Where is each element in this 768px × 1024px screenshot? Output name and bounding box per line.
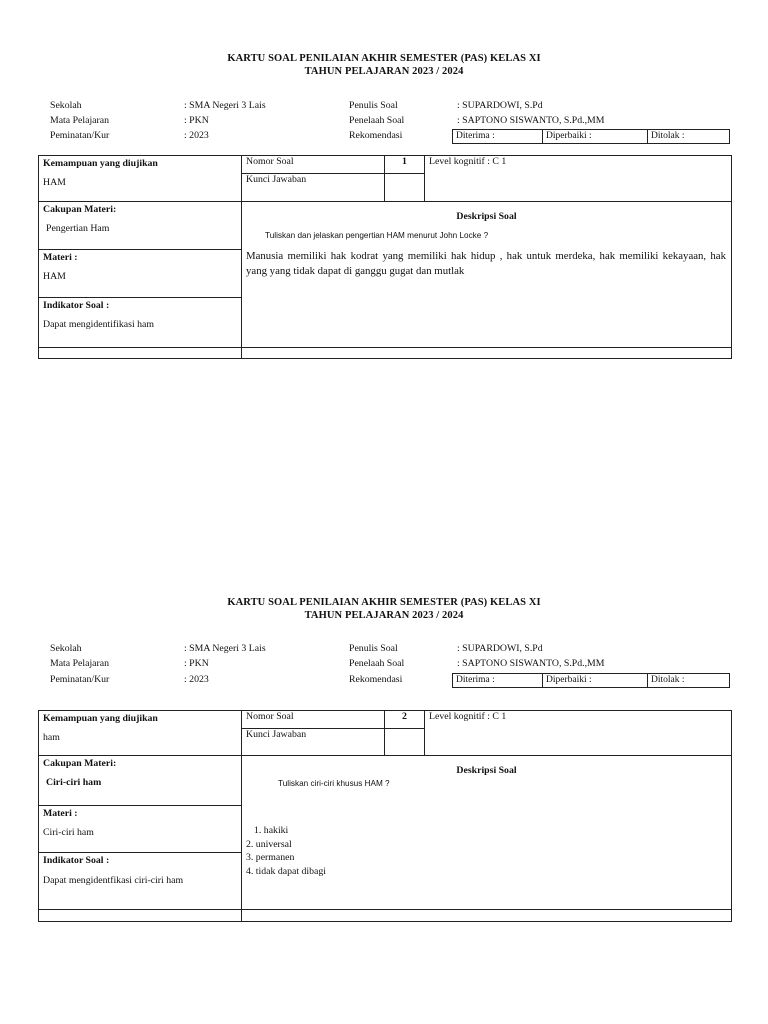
indikator-label: Indikator Soal : bbox=[43, 300, 110, 311]
penelaah-value: : SAPTONO SISWANTO, S.Pd.,MM bbox=[457, 658, 605, 669]
kemampuan-label: Kemampuan yang diujikan bbox=[43, 713, 158, 724]
peminatan-value: : 2023 bbox=[184, 130, 209, 141]
sekolah-value: : SMA Negeri 3 Lais bbox=[184, 643, 266, 654]
sekolah-value: : SMA Negeri 3 Lais bbox=[184, 100, 266, 111]
penelaah-label: Penelaah Soal bbox=[349, 658, 405, 669]
card-title: KARTU SOAL PENILAIAN AKHIR SEMESTER (PAS) KELAS XI bbox=[227, 597, 541, 608]
diperbaiki-field: Diperbaiki : bbox=[543, 674, 648, 687]
mapel-label: Mata Pelajaran bbox=[50, 115, 110, 126]
level-kognitif: Level kognitif : C 1 bbox=[425, 711, 732, 756]
cakupan-cell bbox=[39, 202, 242, 250]
footer-cell-right bbox=[242, 910, 732, 922]
peminatan-value: : 2023 bbox=[184, 674, 209, 685]
kemampuan-cell bbox=[39, 156, 242, 202]
question-table bbox=[38, 710, 732, 922]
answer-text: Manusia memiliki hak kodrat yang memiliki hak hidup , hak untuk merdeka, hak memiliki kekayaan, hak yang yang tidak dapat di ganggu gugat dan mutlak bbox=[246, 250, 726, 277]
diperbaiki-field: Diperbaiki : bbox=[543, 130, 648, 143]
answer-item: 4. tidak dapat dibagi bbox=[246, 865, 326, 877]
answer-item: 2. universal bbox=[246, 838, 292, 850]
nomor-value: 1 bbox=[385, 156, 425, 174]
mapel-label: Mata Pelajaran bbox=[50, 658, 110, 669]
rekomendasi-label: Rekomendasi bbox=[349, 130, 403, 141]
penulis-label: Penulis Soal bbox=[349, 100, 398, 111]
kunci-value bbox=[385, 729, 425, 756]
materi-value: HAM bbox=[43, 271, 66, 282]
materi-label: Materi : bbox=[43, 252, 78, 263]
rekomendasi-box bbox=[452, 129, 730, 144]
diterima-field: Diterima : bbox=[453, 674, 543, 687]
question-text: Tuliskan dan jelaskan pengertian HAM menurut John Locke ? bbox=[265, 231, 489, 240]
card-subtitle: TAHUN PELAJARAN 2023 / 2024 bbox=[304, 610, 464, 621]
deskripsi-cell bbox=[242, 756, 732, 910]
answer-list bbox=[242, 788, 731, 878]
cakupan-value: Ciri-ciri ham bbox=[46, 777, 102, 788]
diterima-field: Diterima : bbox=[453, 130, 543, 143]
penelaah-label: Penelaah Soal bbox=[349, 115, 405, 126]
indikator-value: Dapat mengidentifikasi ham bbox=[43, 319, 154, 330]
footer-cell-right bbox=[242, 348, 732, 359]
penulis-label: Penulis Soal bbox=[349, 643, 398, 654]
kemampuan-cell bbox=[39, 711, 242, 756]
materi-cell bbox=[39, 250, 242, 298]
question-table bbox=[38, 155, 732, 359]
question-text: Tuliskan ciri-ciri khusus HAM ? bbox=[278, 779, 390, 788]
rekomendasi-label: Rekomendasi bbox=[349, 674, 403, 685]
mapel-value: : PKN bbox=[184, 115, 209, 126]
cakupan-label: Cakupan Materi: bbox=[43, 758, 117, 769]
footer-cell-left bbox=[39, 348, 242, 359]
footer-cell-left bbox=[39, 910, 242, 922]
kemampuan-label: Kemampuan yang diujikan bbox=[43, 158, 158, 169]
indikator-cell bbox=[39, 298, 242, 348]
cakupan-cell bbox=[39, 756, 242, 806]
mapel-value: : PKN bbox=[184, 658, 209, 669]
sekolah-label: Sekolah bbox=[50, 643, 82, 654]
peminatan-label: Peminatan/Kur bbox=[50, 674, 110, 685]
answer-item: 3. permanen bbox=[246, 852, 295, 863]
materi-value: Ciri-ciri ham bbox=[43, 827, 94, 838]
kemampuan-value: HAM bbox=[43, 177, 66, 188]
penulis-value: : SUPARDOWI, S.Pd bbox=[457, 100, 543, 111]
kunci-label: Kunci Jawaban bbox=[242, 729, 385, 756]
peminatan-label: Peminatan/Kur bbox=[50, 130, 110, 141]
deskripsi-label: Deskripsi Soal bbox=[456, 765, 517, 776]
indikator-value: Dapat mengidentfikasi ciri-ciri ham bbox=[43, 875, 184, 886]
nomor-value: 2 bbox=[385, 711, 425, 729]
deskripsi-cell bbox=[242, 202, 732, 348]
nomor-label: Nomor Soal bbox=[242, 156, 385, 174]
ditolak-field: Ditolak : bbox=[651, 131, 685, 141]
kemampuan-value: ham bbox=[43, 732, 60, 743]
deskripsi-label: Deskripsi Soal bbox=[456, 211, 517, 222]
materi-label: Materi : bbox=[43, 808, 78, 819]
level-kognitif: Level kognitif : C 1 bbox=[425, 156, 732, 202]
penulis-value: : SUPARDOWI, S.Pd bbox=[457, 643, 543, 654]
indikator-cell bbox=[39, 853, 242, 910]
penelaah-value: : SAPTONO SISWANTO, S.Pd.,MM bbox=[457, 115, 605, 126]
sekolah-label: Sekolah bbox=[50, 100, 82, 111]
ditolak-field: Ditolak : bbox=[651, 675, 685, 685]
kunci-value bbox=[385, 174, 425, 202]
answer-item: 1. hakiki bbox=[254, 825, 289, 836]
cakupan-value: Pengertian Ham bbox=[46, 223, 110, 234]
rekomendasi-box bbox=[452, 673, 730, 688]
nomor-label: Nomor Soal bbox=[242, 711, 385, 729]
cakupan-label: Cakupan Materi: bbox=[43, 204, 117, 215]
indikator-label: Indikator Soal : bbox=[43, 855, 110, 866]
card-title: KARTU SOAL PENILAIAN AKHIR SEMESTER (PAS) KELAS XI bbox=[227, 53, 541, 64]
materi-cell bbox=[39, 806, 242, 853]
kunci-label: Kunci Jawaban bbox=[242, 174, 385, 202]
card-subtitle: TAHUN PELAJARAN 2023 / 2024 bbox=[304, 66, 464, 77]
